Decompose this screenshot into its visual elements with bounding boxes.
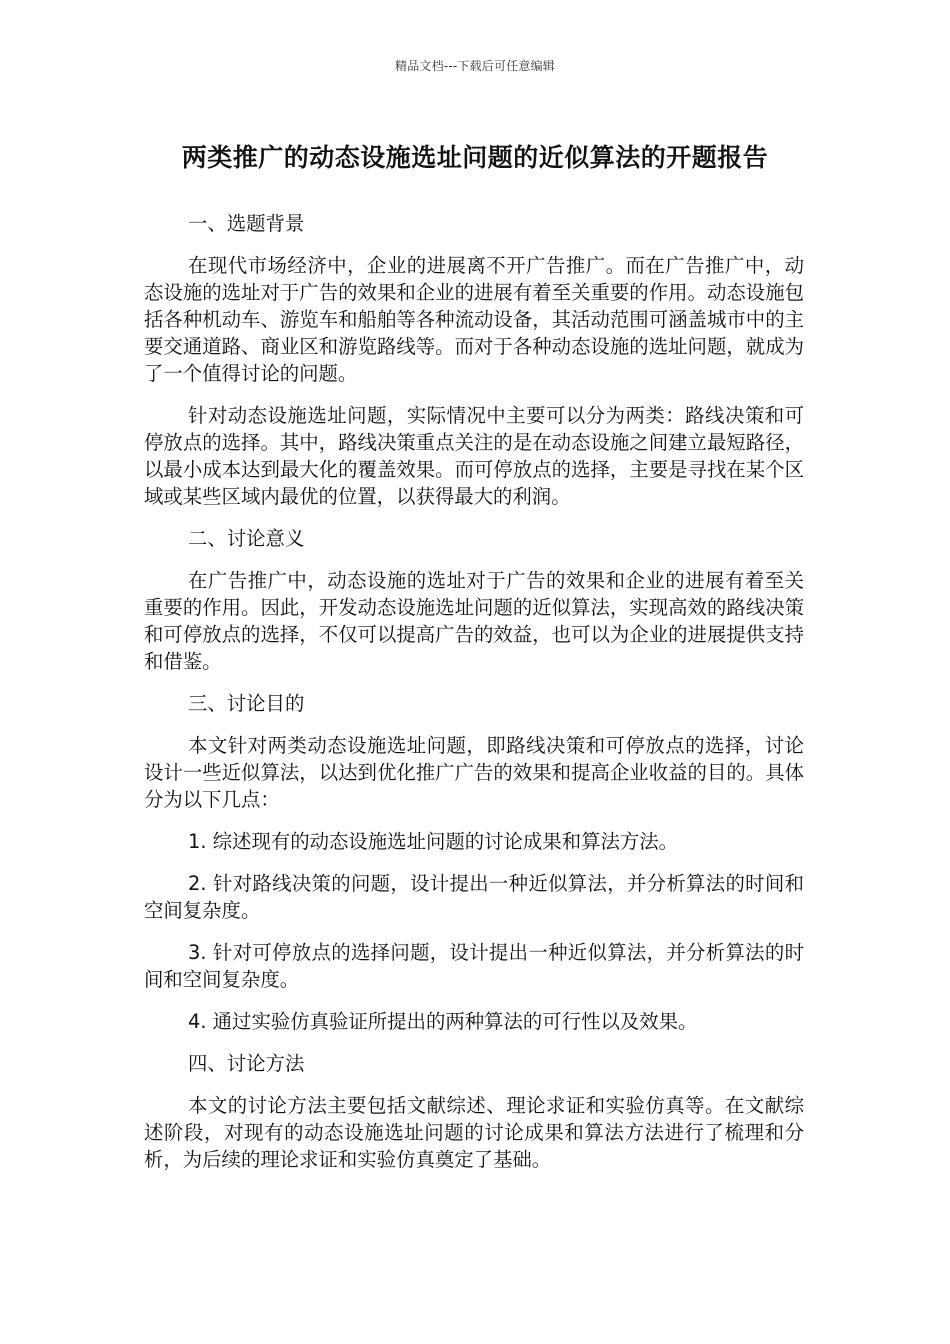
list-item: 3. 针对可停放点的选择问题，设计提出一种近似算法，并分析算法的时间和空间复杂度。 (144, 941, 804, 991)
section-heading-significance: 二、讨论意义 (188, 527, 305, 550)
section-heading-purpose: 三、讨论目的 (188, 692, 305, 715)
paragraph: 在现代市场经济中，企业的进展离不开广告推广。而在广告推广中，动态设施的选址对于广告的效果和企业的进展有着至关重要的作用。动态设施包括各种机动车、游览车和船舶等各种流动设备，其活动范围可涵盖城市中的主要交通道路、商业区和游览路线等。而对于各种动态设施的选址问题，就成为了一个值得讨论的问题。 (144, 254, 804, 385)
document-title: 两类推广的动态设施选址问题的近似算法的开题报告 (181, 143, 769, 172)
section-heading-method: 四、讨论方法 (188, 1052, 305, 1075)
header-note: 精品文档---下载后可任意编辑 (395, 59, 555, 73)
list-item: 4. 通过实验仿真验证所提出的两种算法的可行性以及效果。 (188, 1010, 698, 1033)
list-item: 2. 针对路线决策的问题，设计提出一种近似算法，并分析算法的时间和空间复杂度。 (144, 872, 804, 922)
paragraph: 在广告推广中，动态设施的选址对于广告的效果和企业的进展有着至关重要的作用。因此，开发动态设施选址问题的近似算法，实现高效的路线决策和可停放点的选择，不仅可以提高广告的效益，也可以为企业的进展提供支持和借鉴。 (144, 569, 804, 673)
paragraph: 本文针对两类动态设施选址问题，即路线决策和可停放点的选择，讨论设计一些近似算法，以达到优化推广广告的效果和提高企业收益的目的。具体分为以下几点： (144, 734, 804, 811)
paragraph: 针对动态设施选址问题，实际情况中主要可以分为两类：路线决策和可停放点的选择。其中，路线决策重点关注的是在动态设施之间建立最短路径，以最小成本达到最大化的覆盖效果。而可停放点的选择，主要是寻找在某个区域或某些区域内最优的位置，以获得最大的利润。 (144, 404, 804, 508)
section-heading-background: 一、选题背景 (188, 212, 305, 235)
document-body (144, 210, 804, 1188)
list-item: 1. 综述现有的动态设施选址问题的讨论成果和算法方法。 (188, 830, 679, 853)
paragraph: 本文的讨论方法主要包括文献综述、理论求证和实验仿真等。在文献综述阶段，对现有的动态设施选址问题的讨论成果和算法方法进行了梳理和分析，为后续的理论求证和实验仿真奠定了基础。 (144, 1094, 804, 1171)
